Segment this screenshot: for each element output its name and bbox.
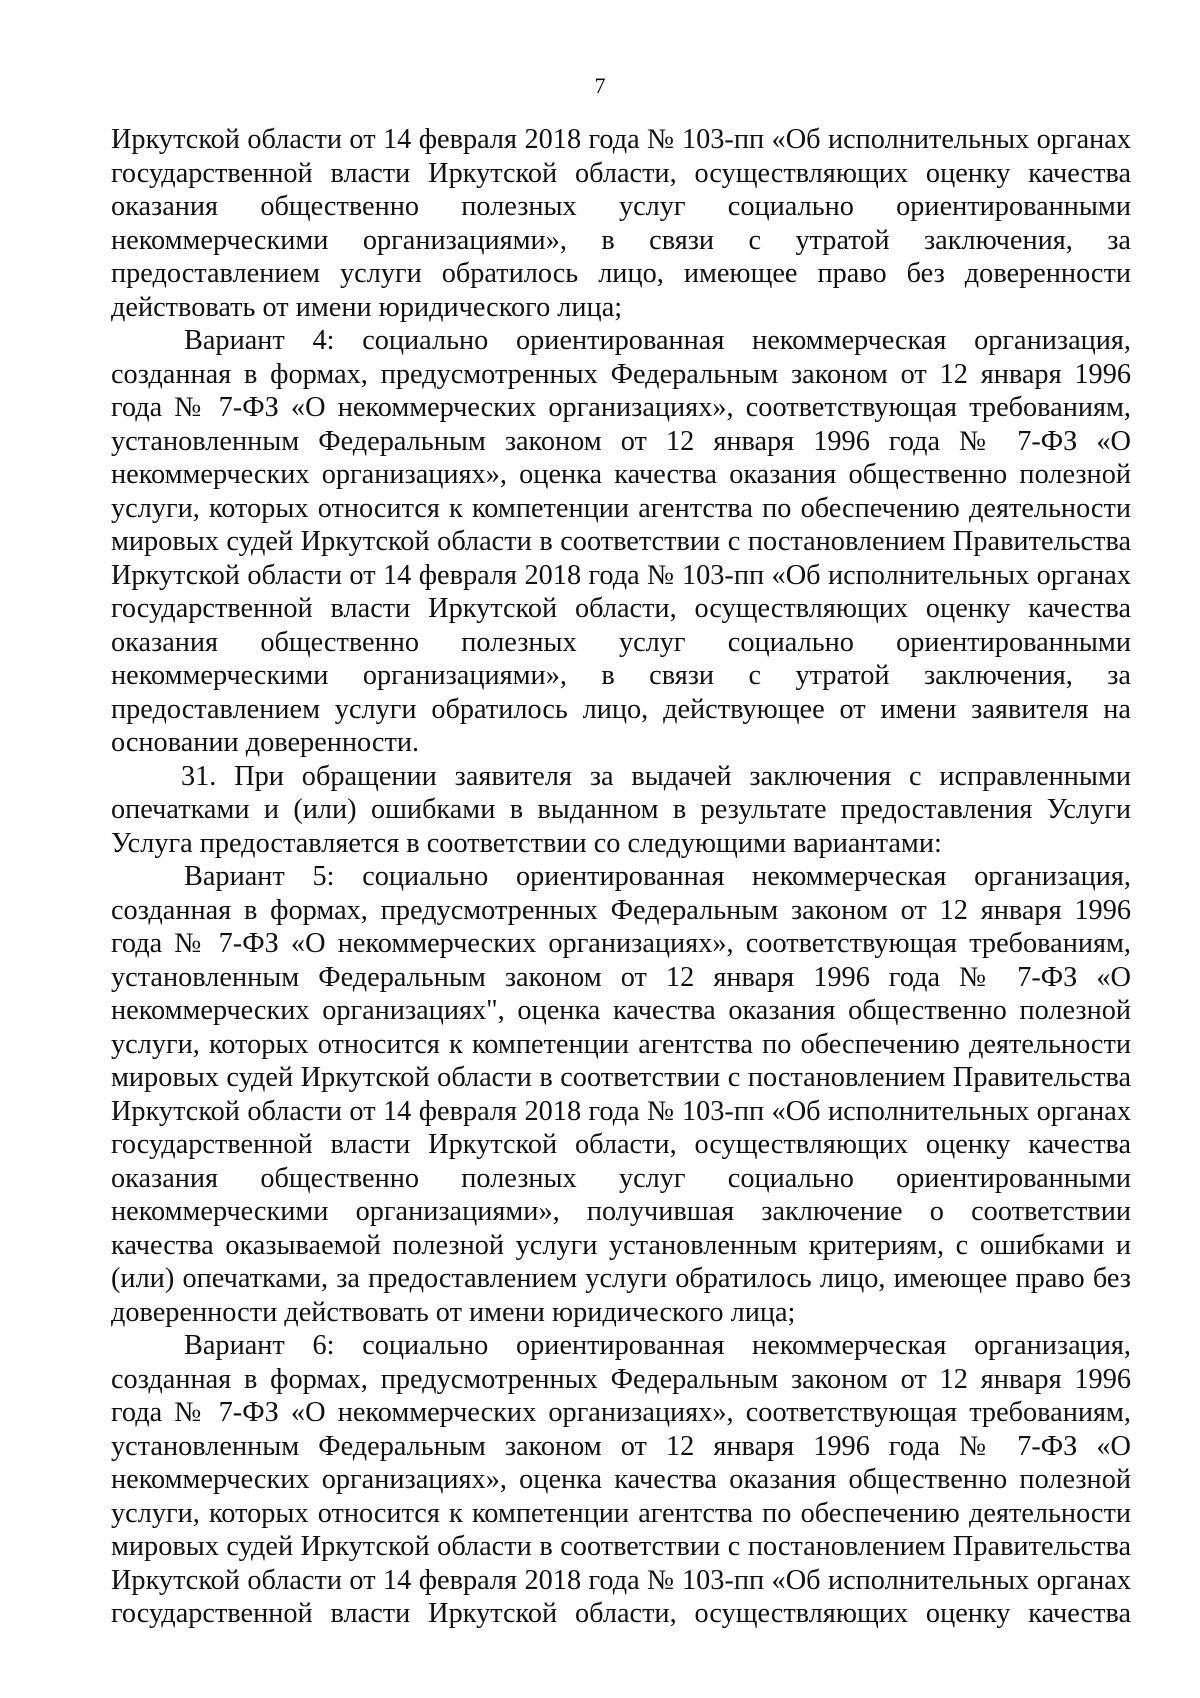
document-body: [111, 123, 1131, 1631]
paragraph-continuation: Иркутской области от 14 февраля 2018 года № 103-пп «Об исполнительных органах государственной власти Иркутской области, осуществляющих оценку качества оказания общественно полезных услуг социально ориентированными некоммерческими организациями», в связи с утратой заключения, за предоставлением услуги обратилось лицо, имеющее право без доверенности действовать от имени юридического лица;: [111, 124, 1131, 323]
page-number: 7: [594, 73, 606, 98]
paragraph-variant-6: Вариант 6: социально ориентированная некоммерческая организация, созданная в формах, предусмотренных Федеральным законом от 12 января 1996 года № 7-ФЗ «О некоммерческих организациях», соответствующая требованиям, установленным Федеральным законом от 12 января 1996 года № 7-ФЗ «О некоммерческих организациях», оценка качества оказания общественно полезной услуги, которых относится к компетенции агентства по обеспечению деятельности мировых судей Иркутской области в соответствии с постановлением Правительства Иркутской области от 14 февраля 2018 года № 103-пп «Об исполнительных органах государственной власти Иркутской области, осуществляющих оценку качества: [111, 1330, 1131, 1629]
paragraph-variant-5: Вариант 5: социально ориентированная некоммерческая организация, созданная в формах, предусмотренных Федеральным законом от 12 января 1996 года № 7-ФЗ «О некоммерческих организациях», соответствующая требованиям, установленным Федеральным законом от 12 января 1996 года № 7-ФЗ «О некоммерческих организациях", оценка качества оказания общественно полезной услуги, которых относится к компетенции агентства по обеспечению деятельности мировых судей Иркутской области в соответствии с постановлением Правительства Иркутской области от 14 февраля 2018 года № 103-пп «Об исполнительных органах государственной власти Иркутской области, осуществляющих оценку качества оказания общественно полезных услуг социально ориентированными некоммерческими организациями», получившая заключение о соответствии качества оказываемой полезной услуги установленным критериям, с ошибками и (или) опечатками, за предоставлением услуги обратилось лицо, имеющее право без доверенности действовать от имени юридического лица;: [111, 861, 1131, 1328]
paragraph-variant-4: Вариант 4: социально ориентированная некоммерческая организация, созданная в формах, предусмотренных Федеральным законом от 12 января 1996 года № 7-ФЗ «О некоммерческих организациях», соответствующая требованиям, установленным Федеральным законом от 12 января 1996 года № 7-ФЗ «О некоммерческих организациях», оценка качества оказания общественно полезной услуги, которых относится к компетенции агентства по обеспечению деятельности мировых судей Иркутской области в соответствии с постановлением Правительства Иркутской области от 14 февраля 2018 года № 103-пп «Об исполнительных органах государственной власти Иркутской области, осуществляющих оценку качества оказания общественно полезных услуг социально ориентированными некоммерческими организациями», в связи с утратой заключения, за предоставлением услуги обратилось лицо, действующее от имени заявителя на основании доверенности.: [111, 325, 1131, 758]
paragraph-clause-31: 31. При обращении заявителя за выдачей заключения с исправленными опечатками и (или) ошибками в выданном в результате предоставления Услуги Услуга предоставляется в соответствии со следующими вариантами:: [111, 760, 1131, 859]
